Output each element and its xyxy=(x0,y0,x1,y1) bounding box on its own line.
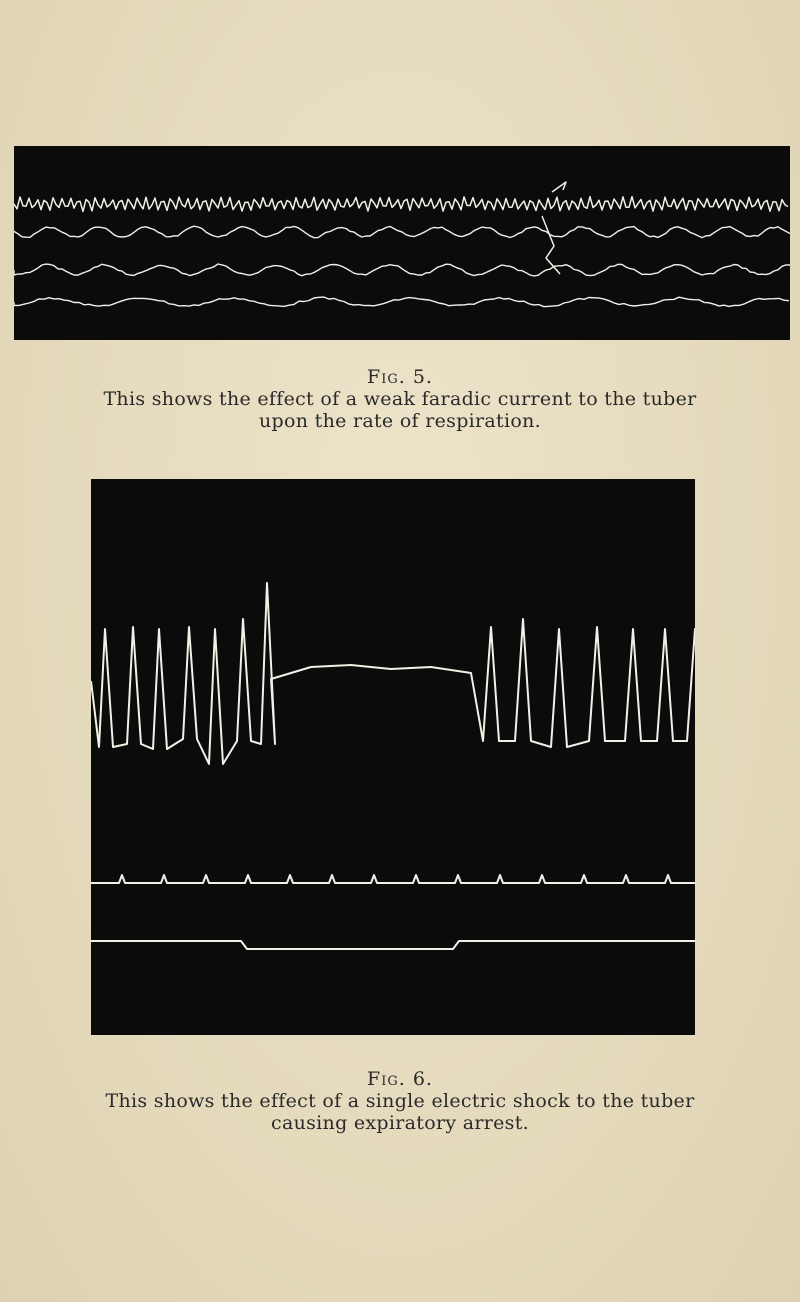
fig5-label: Fig. 5. xyxy=(367,366,433,388)
fig5-trace-baseline xyxy=(14,297,789,307)
fig6-caption xyxy=(0,1068,800,1134)
fig5-caption-line1: This shows the effect of a weak faradic current to the tuber xyxy=(103,388,697,410)
fig6-label: Fig. 6. xyxy=(367,1068,433,1090)
fig6-trace-respiration xyxy=(91,583,695,764)
fig5-trace-respiration-2 xyxy=(14,226,790,238)
fig5-trace-respiration-3 xyxy=(14,264,790,276)
fig5-caption xyxy=(0,366,800,432)
fig6-trace-signal xyxy=(91,941,695,949)
fig6-tracing xyxy=(91,479,695,1035)
fig5-trace-respiration-1 xyxy=(14,197,788,212)
fig6-trace-timer xyxy=(91,875,695,883)
fig5-tracing xyxy=(14,146,790,340)
fig6-tracing-plate xyxy=(91,479,695,1035)
fig6-caption-line1: This shows the effect of a single electric shock to the tuber xyxy=(105,1090,695,1112)
fig5-caption-line2: upon the rate of respiration. xyxy=(259,410,541,432)
fig6-caption-line2: causing expiratory arrest. xyxy=(271,1112,529,1134)
fig5-tracing-plate xyxy=(14,146,790,340)
fig5-stimulus-mark xyxy=(542,182,566,274)
